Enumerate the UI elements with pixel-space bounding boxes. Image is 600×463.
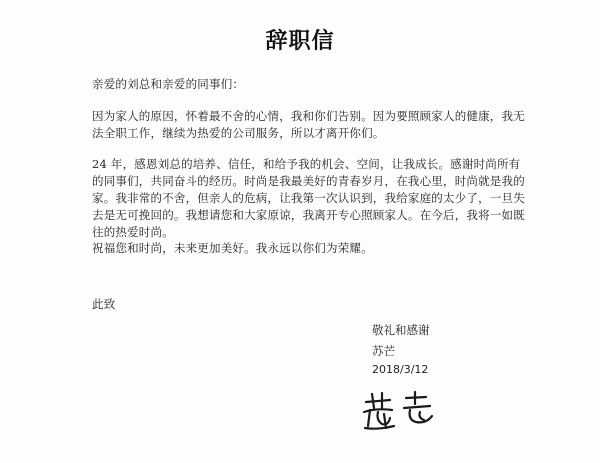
letter-paragraph-1: 因为家人的原因，怀着最不舍的心情，我和你们告别。因为要照顾家人的健康，我无法全职工作，继续为热爱的公司服务，所以才离开你们。 bbox=[92, 109, 525, 140]
letter-date: 2018/3/12 bbox=[372, 363, 429, 376]
letter-closing: 此致 bbox=[92, 297, 116, 311]
handwritten-signature bbox=[360, 388, 450, 432]
letter-paragraph-2: 24 年，感恩刘总的培养、信任，和给予我的机会、空间，让我成长。感谢时尚所有的同事们，共同奋斗的经历。时尚是我最美好的青春岁月，在我心里，时尚就是我的家。我非常的不舍，但亲人的危病，让我第一次认识到，我给家庭的太少了，一旦失去是无可挽回的。我想请您和大家原谅，我离开专心照顾家人。在今后，我将一如既往的热爱时尚。 bbox=[92, 157, 525, 239]
letter-title: 辞职信 bbox=[265, 28, 335, 54]
letter-sender-name: 苏芒 bbox=[372, 344, 395, 358]
letter-regards: 敬礼和感谢 bbox=[372, 323, 430, 337]
letter-salutation: 亲爱的刘总和亲爱的同事们： bbox=[92, 77, 245, 91]
letter-paragraph-3: 祝福您和时尚，未来更加美好。我永远以你们为荣耀。 bbox=[92, 241, 373, 255]
